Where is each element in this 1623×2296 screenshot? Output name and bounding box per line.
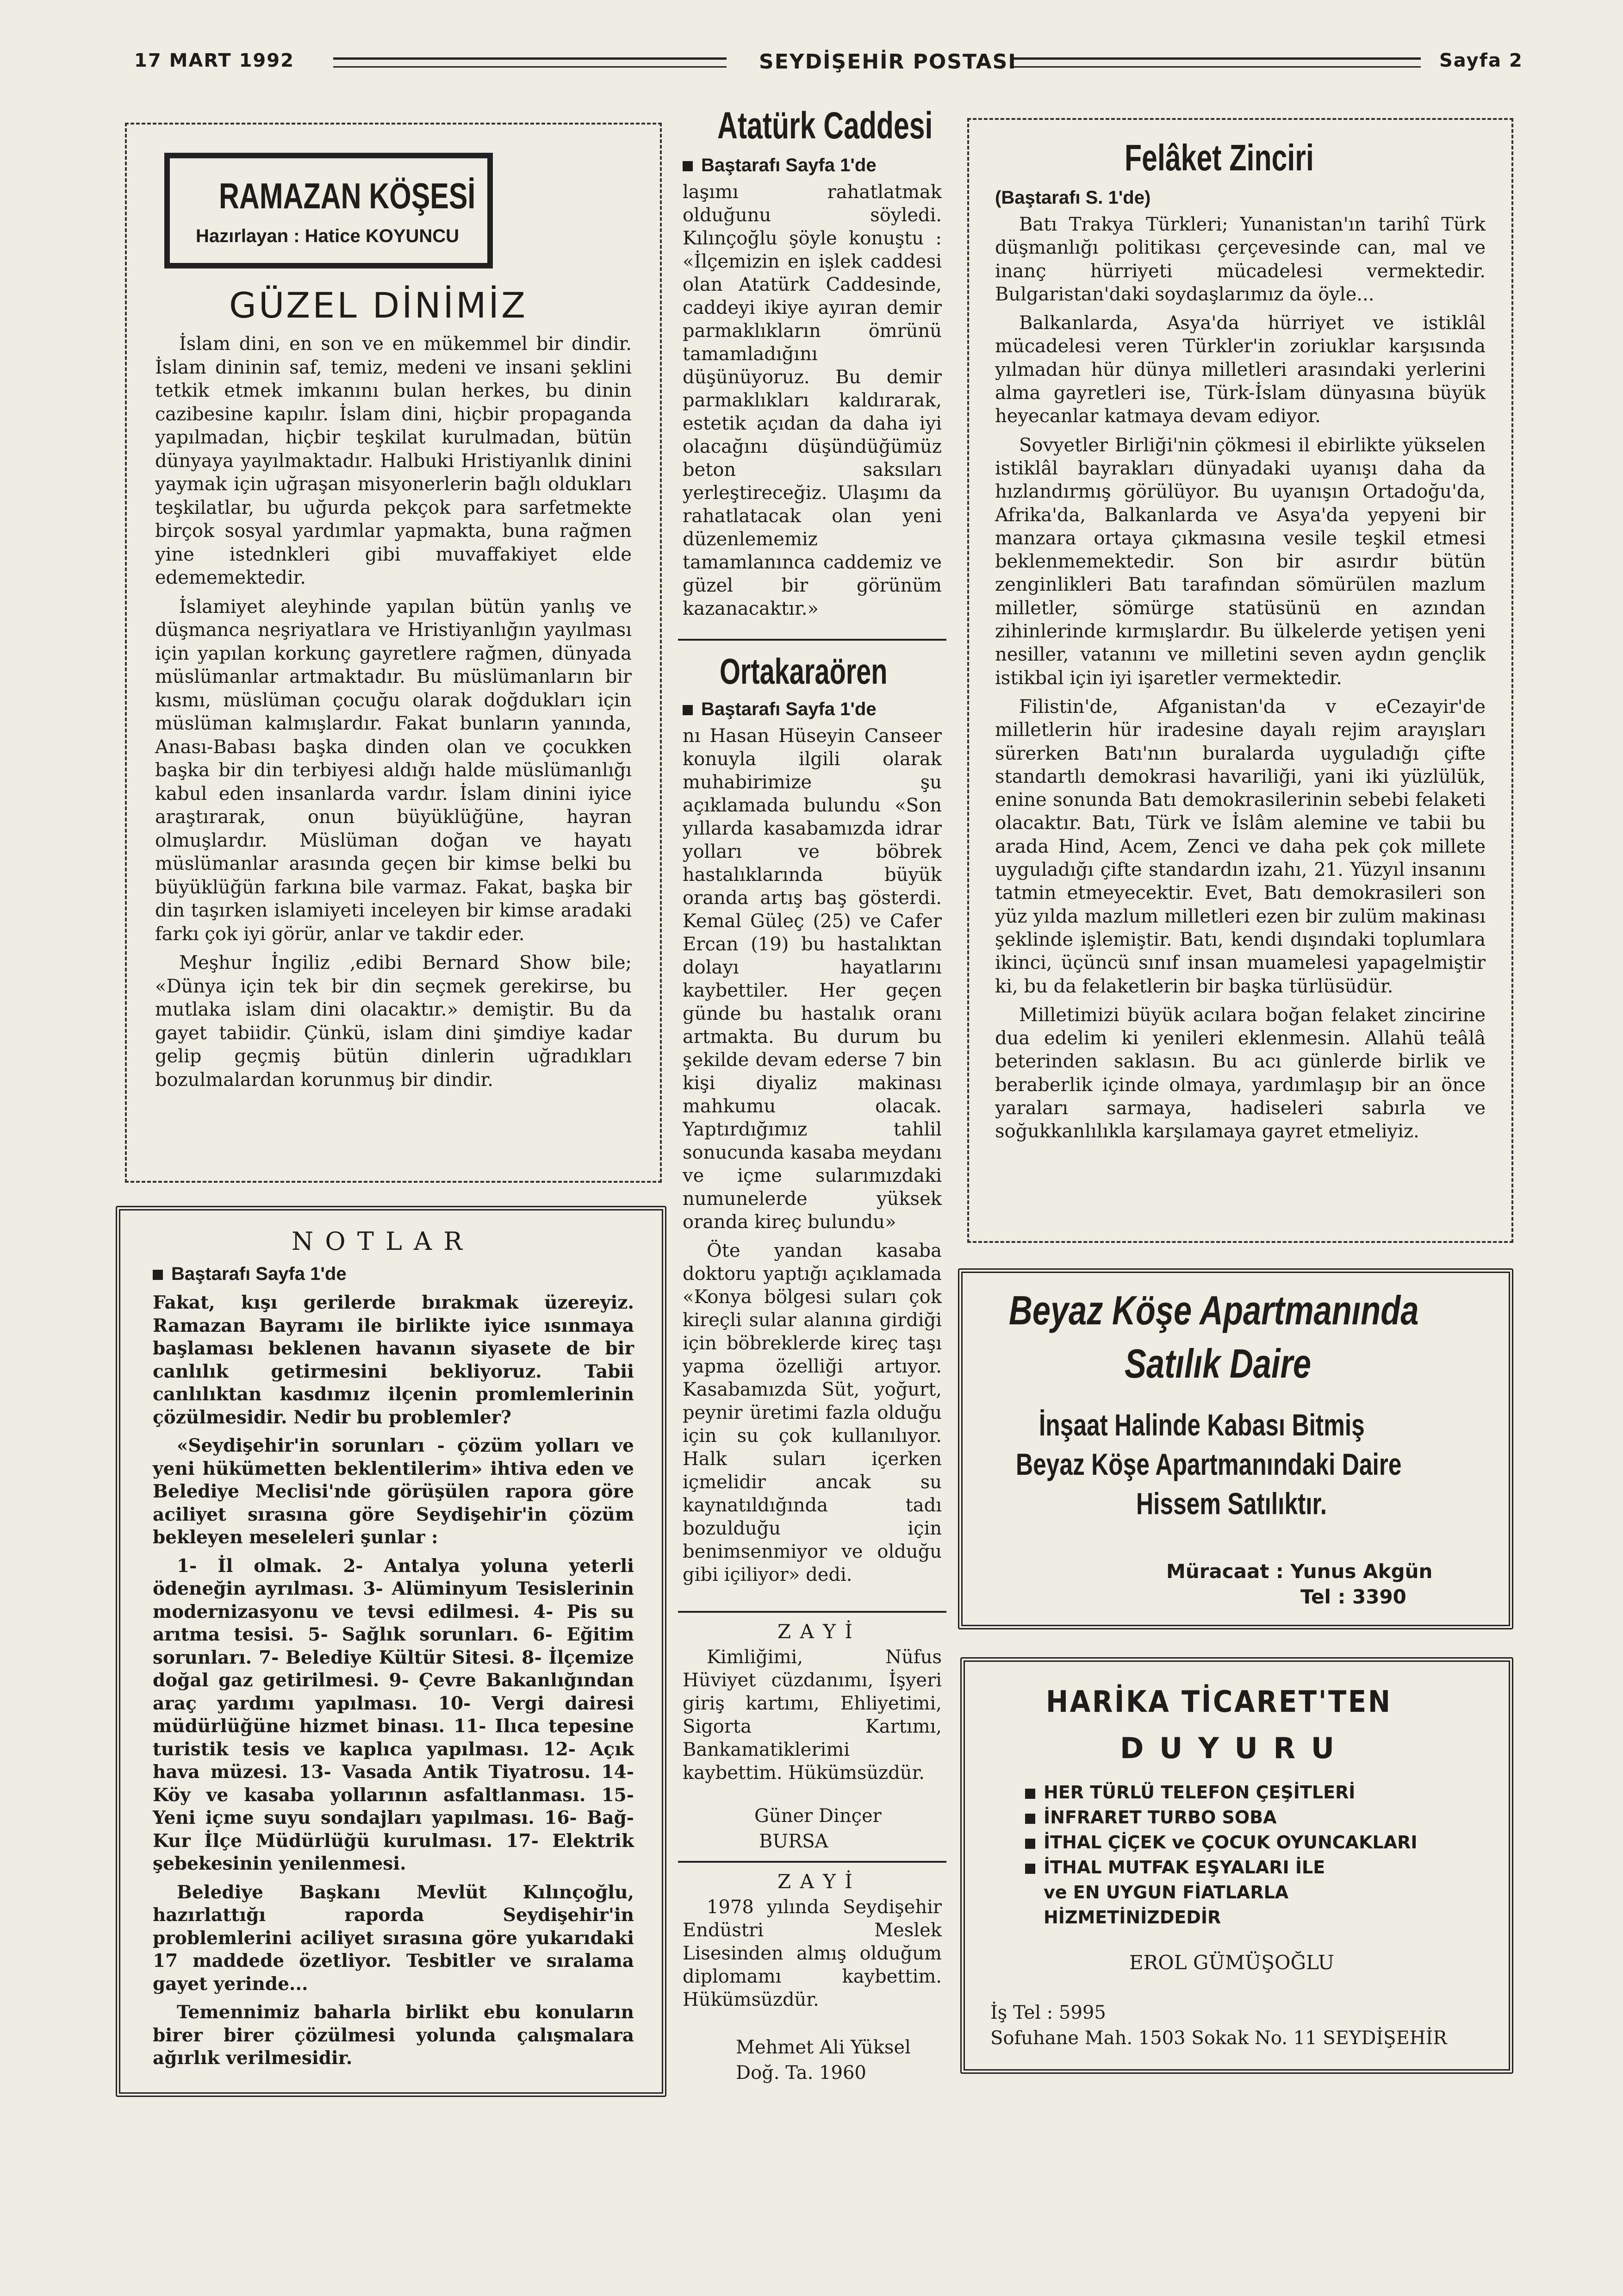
zayi1-body [683,1646,942,1790]
notlar-continued [153,1264,347,1285]
harika-ad-item-label: İTHAL ÇİÇEK ve ÇOCUK OYUNCAKLARI [1044,1832,1418,1853]
apartment-ad-phone: Tel : 3390 [1300,1585,1406,1608]
guzel-dinimiz-headline: GÜZEL DİNİMİZ [229,285,528,326]
masthead-rule-left [333,57,727,68]
harika-ad-item-label: İTHAL MUTFAK EŞYALARI İLE [1044,1857,1325,1878]
harika-ad-item: HİZMETİNİZDEDİR [1044,1907,1221,1928]
harika-ad-subtitle: D U Y U R U [1120,1731,1337,1765]
apartment-ad-line-1: İnşaat Halinde Kabası Bitmiş [1039,1408,1365,1442]
zayi1-name: Güner Dinçer [754,1805,882,1827]
felaket-paragraph-3: Sovyetler Birliği'nin çökmesi il ebirlikte yükselen istiklâl bayrakları dünyadaki uyanışı daha da hızlandırmış görülüyor. Bu uyanışın Ortadoğu'da, Afrika'da, Balkanlarda ve Asya'da yepyeni bir manzara ortaya çıkmasına vesile teşkil etmesi beklenmemektedir. Son bir asırdır bütün zenginlikleri Batı tarafından sömürülen mazlum milletler, sömürge statüsünü en azından zihinlerinde kırmışlardır. Bu ülkelerde yetişen yeni nesiller, vatanını ve milletini seven aydın gençlik istikbal için iyi işaretler vermektedir. [995,434,1486,689]
ataturk-caddesi-title: Atatürk Caddesi [717,105,933,147]
harika-ad-item-label: İNFRARET TURBO SOBA [1044,1807,1277,1828]
apartment-ad-headline: Beyaz Köşe Apartmanında [1009,1287,1419,1333]
apartment-ad-line-3: Hissem Satılıktır. [1136,1486,1327,1521]
ortakaraoren-continued-label: Baştarafı Sayfa 1'de [701,699,877,719]
felaket-paragraph-2: Balkanlarda, Asya'da hürriyet ve istiklâl mücadelesi veren Türkler'in zoriuklar karşısında yılmadan hür dünya milletleri arasındaki yerlerini alma gayretleri ise, Türk-İslam dünyasına büyük heyecanlar katmaya devam ediyor. [995,312,1486,427]
ortakaraoren-title: Ortakaraören [720,651,888,692]
ataturk-continued [683,155,877,176]
felaket-continued: (Baştarafı S. 1'de) [995,187,1151,208]
apartment-ad-contact: Müracaat : Yunus Akgün [1166,1560,1433,1583]
zayi1-top-rule [678,1611,946,1613]
harika-ad-item [1025,1805,1418,1830]
ataturk-end-rule [678,639,946,641]
zayi1-city: BURSA [759,1831,828,1852]
notlar-paragraph-3: 1- İl olmak. 2- Antalya yoluna yeterli ödeneğin ayrılması. 3- Alüminyum Tesislerinin modernizasyonu ve tevsi edilmesi. 4- Pis su arıtma tesisi. 5- Sağlık sorunları. 6- Eğitim sorunları. 7- Belediye Kültür Sitesi. 8- İlçemize doğal gaz getirilmesi. 9- Çevre Bakanlığından araç yardımı yapılması. 10- Vergi dairesi müdürlüğüne hizmet binası. 11- Ilıca tepesine turistik tesis ve kaplıca yapılması. 12- Açık hava müzesi. 13- Vasada Antik Tiyatrosu. 14- Köy ve kasaba yollarının asfaltlanması. 15- Yeni içme suyu sondajları yapılması. 16- Bağ-Kur İlçe Müdürlüğü kurulması. 17- Elektrik şebekesinin yenilenmesi. [153,1555,634,1874]
harika-ad-title: HARİKA TİCARET'TEN [1046,1685,1392,1719]
ortakaraoren-paragraph-1: nı Hasan Hüseyin Canseer konuyla ilgili olarak muhabirimize şu açıklamada bulundu «Son yıllarda kasabamızda idrar yolları ve böbrek hastalıklarında büyük oranda artış baş gösterdi. Kemal Güleç (25) ve Cafer Ercan (19) bu hastalıktan dolayı hayatlarını kaybettiler. Her geçen günde bu hastalık oranı artmakta. Bu durum bu şekilde devam ederse 7 bin kişi diyaliz makinası mahkumu olacak. Yaptırdığımız tahlil sonucunda kasaba meydanı ve içme sularımızdaki numunelerde yüksek oranda kireç bulundu» [683,725,942,1233]
ataturk-paragraph: laşımı rahatlatmak olduğunu söyledi. Kılınçoğlu şöyle konuştu : «İlçemizin en işlek caddesi olan Atatürk Caddesinde, caddeyi ikiye ayıran demir parmaklıkların ömrünü tamamladığını düşünüyoruz. Bu demir parmaklıkları kaldırarak, estetik açıdan da daha iyi olacağını düşündüğümüz beton saksıları yerleştireceğiz. Ulaşımı da rahatlatacak olan yeni düzenlememiz tamamlanınca caddemiz ve güzel bir görünüm kazanacaktır.» [683,181,942,619]
felaket-paragraph-1: Batı Trakya Türkleri; Yunanistan'ın tarihî Türk düşmanlığı politikası çerçevesinde can, mal ve inanç hürriyeti mücadelesi vermektedir. Bulgaristan'daki soydaşlarımız da öyle... [995,214,1486,305]
harika-ad-item: ve EN UYGUN FİATLARLA [1044,1882,1289,1903]
felaket-body [995,213,1486,1149]
bullet-icon [683,705,693,715]
harika-ad-item [1025,1780,1418,1805]
notlar-paragraph-4: Belediye Başkanı Mevlüt Kılınçoğlu, hazırlattığı raporda Seydişehir'in problemlerini aciliyet sırasına göre yukarıdaki 17 maddede özetliyor. Tesbitler ve sıralama gayet yerinde... [153,1881,634,1995]
notlar-continued-label: Baştarafı Sayfa 1'de [171,1264,347,1284]
notlar-body [153,1292,634,2076]
page-number: Sayfa 2 [1439,50,1523,71]
zayi2-body [683,1896,942,2017]
ramazan-paragraph-3: Meşhur İngiliz ,edibi Bernard Show bile; «Dünya için tek bir din seçmek gerekirse, bu mutlaka islam dini olacaktır.» demiştir. Bu da gayet tabiidir. Çünkü, islam dini şimdiye kadar gelip geçmiş bütün dinlerin uğradıkları bozulmalardan korunmuş bir dindir. [155,952,632,1091]
ramazan-koshesi-title: RAMAZAN KÖŞESİ [219,175,476,216]
harika-ad-item [1025,1855,1418,1880]
apartment-ad-line-2: Beyaz Köşe Apartmanındaki Daire [1016,1447,1402,1481]
zayi2-name: Mehmet Ali Yüksel [736,2037,911,2058]
notlar-paragraph-2: «Seydişehir'in sorunları - çözüm yolları ve yeni hükümetten beklentilerim» ihtiva eden ve Belediye Meclisi'nde görüşülen rapora göre aciliyet sırasına göre Seydişehir'in çözüm bekleyen meseleleri şunlar : [153,1435,634,1548]
zayi1-title: Z A Y İ [777,1620,854,1643]
masthead-rule-right [1014,57,1421,68]
zayi2-top-rule [678,1861,946,1863]
ramazan-author: Hazırlayan : Hatice KOYUNCU [196,226,460,246]
ramazan-title-box [164,153,493,268]
bullet-icon [1025,1839,1035,1849]
zayi2-birth: Doğ. Ta. 1960 [736,2062,866,2084]
harika-ad-owner: EROL GÜMÜŞOĞLU [1129,1951,1335,1974]
notlar-paragraph-1: Fakat, kışı gerilerde bırakmak üzereyiz. Ramazan Bayramı ile birlikte iyice ısınmaya başlaması beklenen havanın siyasete de bir canlılık getirmesini bekliyoruz. Tabii canlılıktan kasdımız ilçenin promlemlerinin çözülmesidir. Nedir bu problemler? [153,1292,634,1428]
felaket-paragraph-4: Filistin'de, Afganistan'da v eCezayir'de milletlerin hür iradesine dayalı rejim arayışları sürerken Batı'nın buralarda uyguladığı çifte standartlı demokrasi havariliği, yani iki yüzlülük, enine sonunda Batı demokrasilerinin sebebi felaketi olacaktır. Batı, Türk ve İslâm alemine ve tabii bu arada Hind, Acem, Zenci ve daha pek çok millete uyguladığı çifte standardın izahı, 21. Yüzyıl insanını tatmin etmeyecektir. Evet, Batı demokrasileri son yüz yılda mazlum milletleri ezen bir zulüm makinası şeklinde işlemiştir. Batı, kendi dışındaki toplumlara ikinci, üçüncü sınıf insan muamelesi yapagelmiştir ki, bu da felaketlerin bir başka türlüsüdür. [995,696,1486,997]
notlar-title: N O T L A R [292,1227,464,1256]
harika-ad-address: Sofuhane Mah. 1503 Sokak No. 11 SEYDİŞEHİR [990,2028,1447,2049]
felaket-paragraph-5: Milletimizi büyük acılara boğan felaket zincirine dua edelim ki yenileri eklenmesin. Allahü teâlâ beterinden saklasın. Bu acı günlerde birlik ve beraberlik içinde olmaya, yardımlaşıp bir an önce yaraları sarmaya, hadiseleri sabırla ve soğukkanlılıkla karşılamaya gayret etmeliyiz. [995,1004,1486,1142]
felaket-zinciri-title: Felâket Zinciri [1125,137,1314,178]
zayi2-text: 1978 yılında Seydişehir Endüstri Meslek Lisesinden almış olduğum diplomamı kaybettim. Hükümsüzdür. [683,1897,942,2010]
notlar-paragraph-5: Temennimiz baharla birlikt ebu konuların birer birer çözülmesi yolunda çalışmalara ağırlık verilmesidir. [153,2002,634,2069]
ataturk-continued-label: Baştarafı Sayfa 1'de [701,155,877,175]
bullet-icon [153,1270,163,1280]
bullet-icon [683,161,693,171]
ortakaraoren-continued [683,699,877,720]
ataturk-body [683,181,942,626]
ramazan-article-body [155,332,632,1097]
harika-ad-phone: İş Tel : 5995 [990,2002,1106,2023]
bullet-icon [1025,1864,1035,1874]
ramazan-paragraph-1: İslam dini, en son ve en mükemmel bir dindir. İslam dininin saf, temiz, medeni ve insani şeklini tetkik etmek imkanını bulan herkes, bu dinin cazibesine kapılır. İslam dini, hiçbir propaganda yapılmadan, hiçbir teşkilat kurulmadan, bütün dünyaya yayılmaktadır. Halbuki Hristiyanlık dinini yaymak için uğraşan misyonerlerin bağlı oldukları teşkilatlar, bu uğurda pekçok para sarfetmekte birçok sosyal yardımlar yapmakta, buna rağmen yine istednkleri gibi muvaffakiyet elde edememektedir. [155,333,632,588]
bullet-icon [1025,1789,1035,1799]
ramazan-paragraph-2: İslamiyet aleyhinde yapılan bütün yanlış ve düşmanca neşriyatlara ve Hristiyanlığın yayılması için yapılan korkunç gayretlere rağmen, dünyada müslümanlar artmaktadır. Bu müslümanların bir kısmı, müslüman çocuğu olarak doğdukları için müslüman kalmışlardır. Fakat bunların yanında, Anası-Babası başka dinden olan ve çocukken başka bir din terbiyesi aldığı halde müslümanlığı kabul eden insanlarda vardır. İslam dinini iyice araştırarak, onun büyüklüğüne, hayran olmuşlardır. Müslüman doğan ve hayatı müslümanlar arasında geçen bir kimse belki bu büyüklüğün farkına bile varmaz. Fakat, başka bir din taşırken islamiyeti inceleyen bir kimse aradaki farkı çok iyi görür, anlar ve takdir eder. [155,596,632,945]
zayi2-title: Z A Y İ [777,1870,854,1893]
harika-ad-item [1025,1830,1418,1855]
harika-ad-item-label: HER TÜRLÜ TELEFON ÇEŞİTLERİ [1044,1782,1356,1803]
issue-date: 17 MART 1992 [134,50,294,71]
harika-ad-list [1025,1780,1418,1930]
bullet-icon [1025,1814,1035,1824]
zayi1-text: Kimliğimi, Nüfus Hüviyet cüzdanımı, İşyeri giriş kartımı, Ehliyetimi, Sigorta Kartımı, Bankamatiklerimi kaybettim. Hükümsüzdür. [683,1647,942,1784]
ortakaraoren-body [683,724,942,1592]
ortakaraoren-paragraph-2: Öte yandan kasaba doktoru yaptığı açıklamada «Konya bölgesi suları çok kireçli sular alanına girdiği için böbreklerde kireç taşı yapma özelliği artıyor. Kasabamızda Süt, yoğurt, peynir üretimi fazla olduğu için su çok kullanılıyor. Halk suları içerken içmelidir ancak su kaynatıldığında tadı bozulduğu için benimsenmiyor ve olduğu gibi içiliyor» dedi. [683,1240,942,1585]
newspaper-name: SEYDİŞEHİR POSTASI [759,50,1017,74]
apartment-ad-subheadline: Satılık Daire [1125,1341,1312,1386]
